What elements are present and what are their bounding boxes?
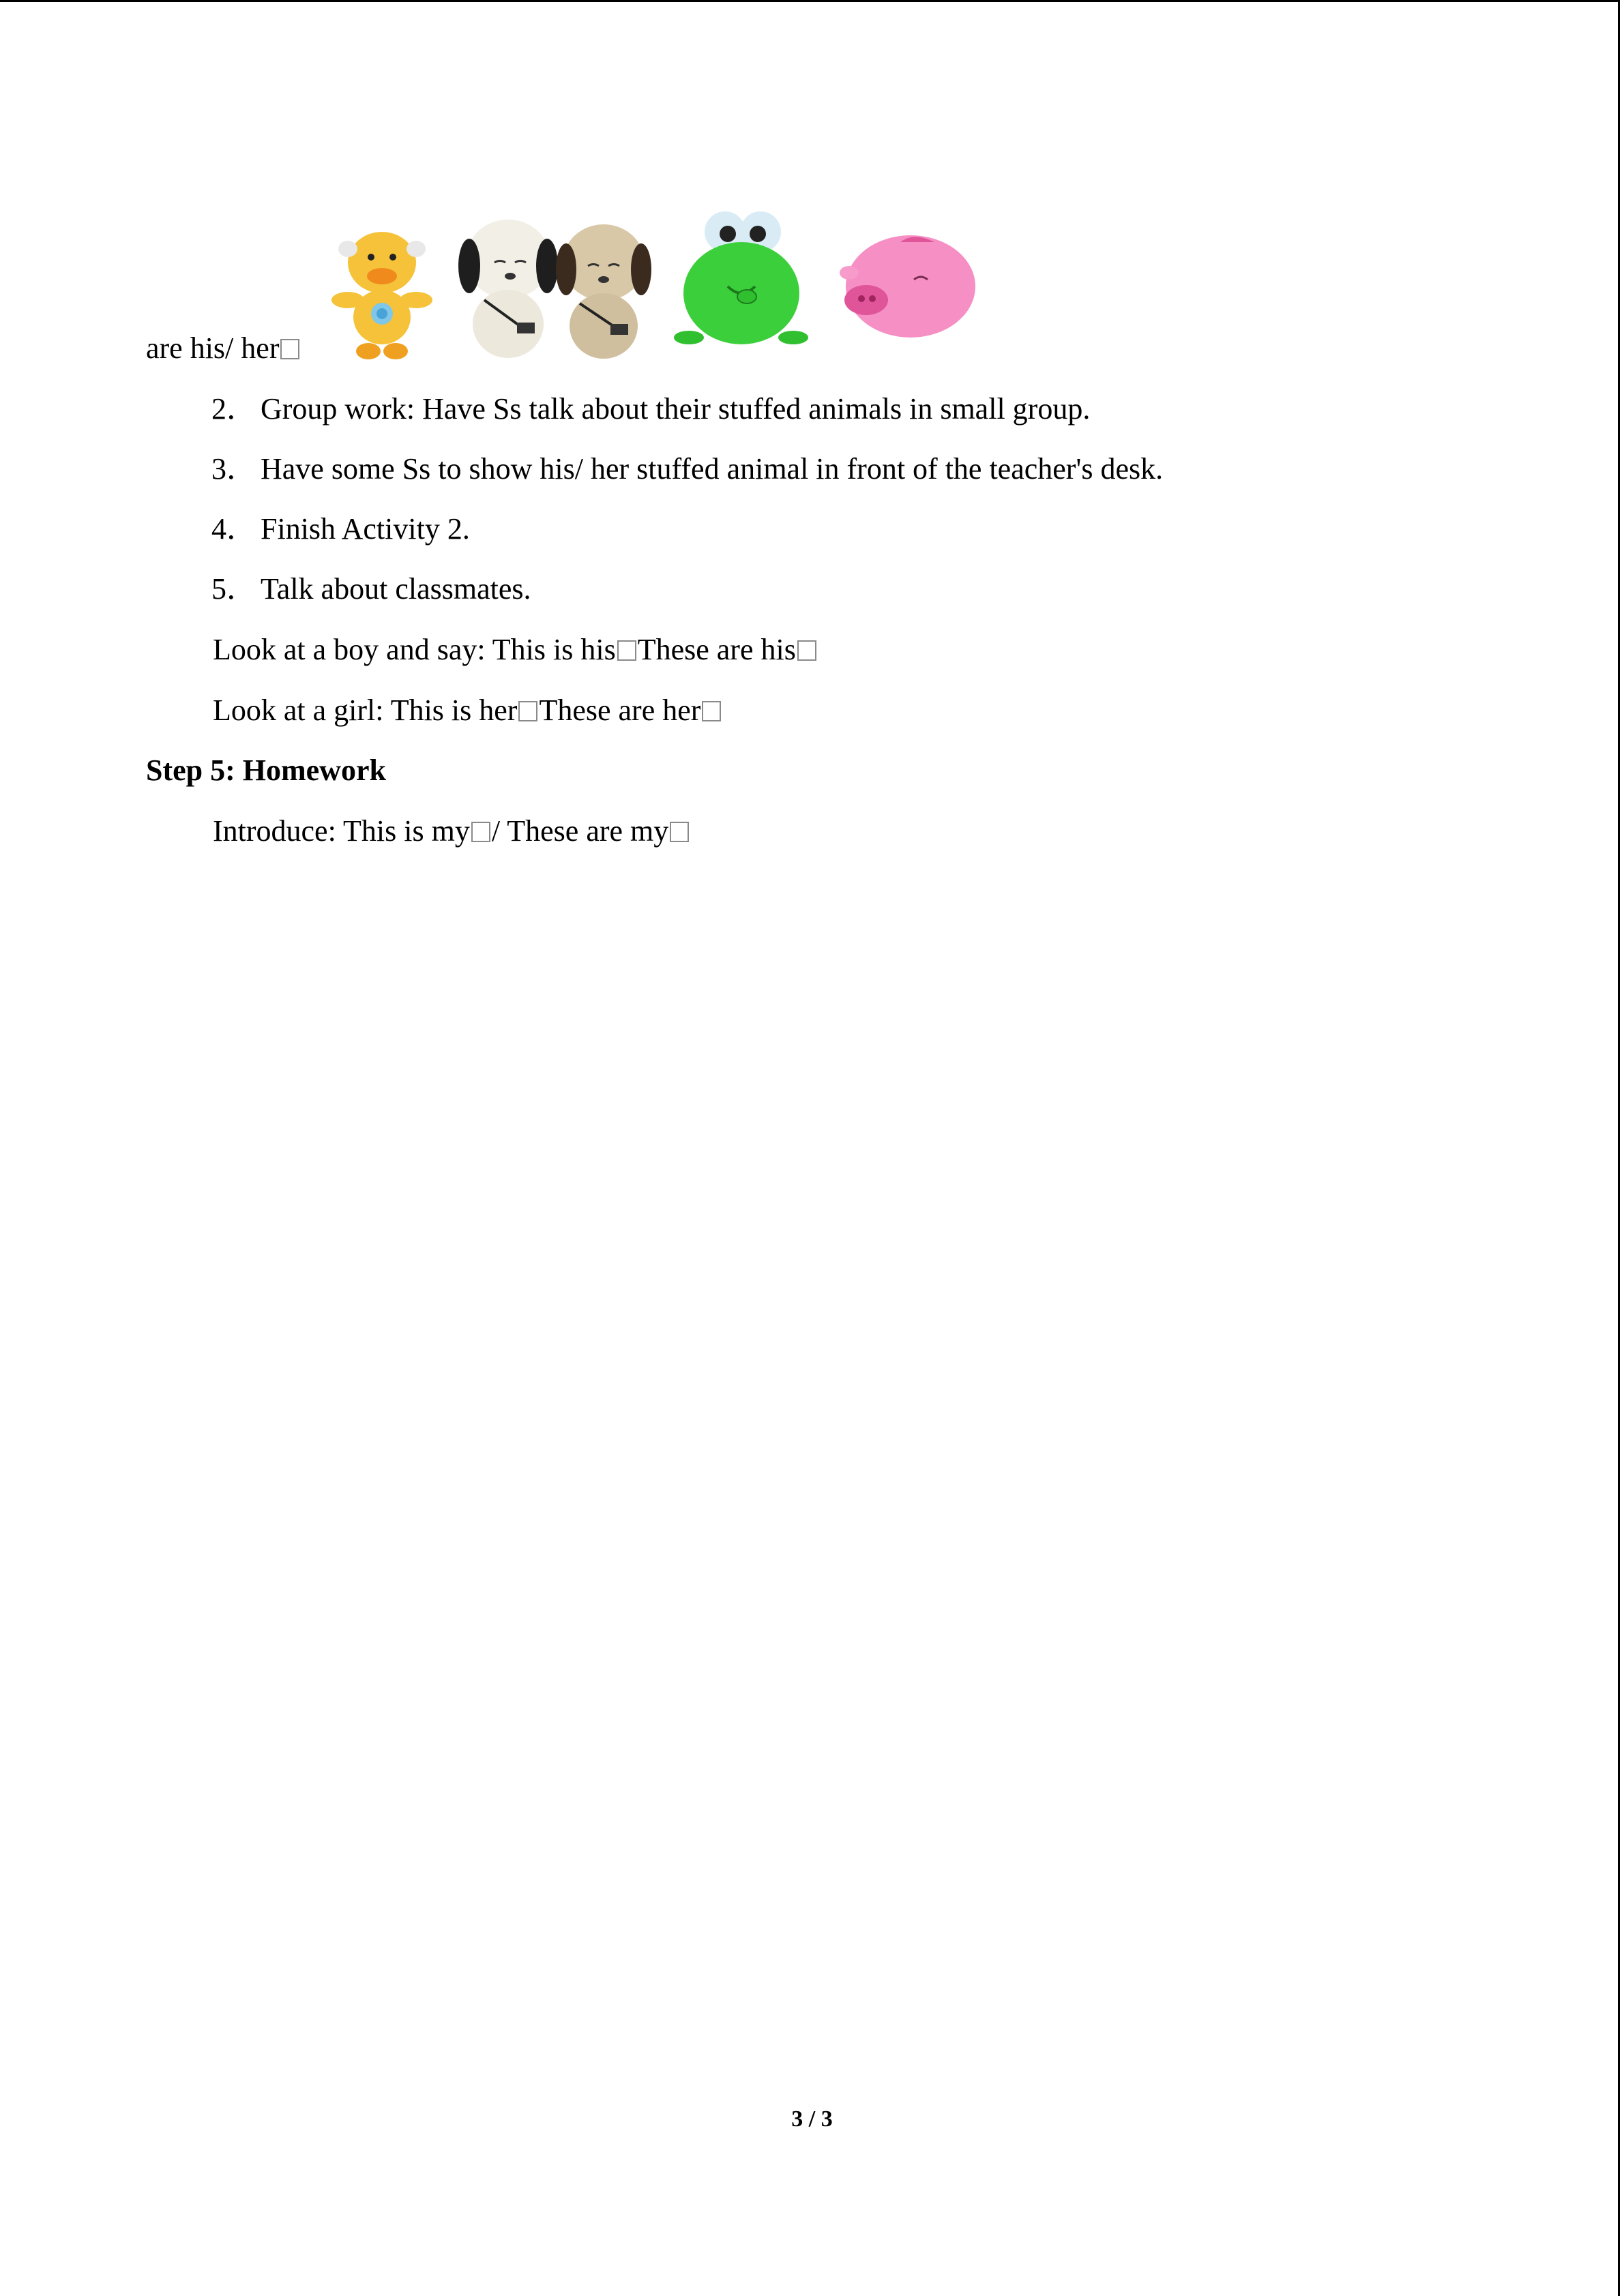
list-item-text: Talk about classmates.	[261, 572, 531, 606]
boy-sentence-line	[213, 632, 818, 668]
list-item-number: 2．	[211, 392, 256, 426]
boy-sentence-part1: Look at a boy and say: This is his	[213, 633, 616, 666]
tan-puppy-toy-image	[552, 211, 655, 361]
partial-line-are-his-her	[146, 331, 301, 366]
white-puppy-toy-image	[457, 208, 559, 361]
pink-pig-toy-image	[836, 225, 979, 344]
missing-glyph-box	[280, 339, 299, 359]
step-5-homework-heading: Step 5: Homework	[146, 754, 386, 787]
homework-sentence-part1: Introduce: This is my	[213, 814, 470, 848]
partial-line-text: are his/ her	[146, 331, 280, 365]
list-item-4	[211, 511, 470, 547]
missing-glyph-box	[797, 640, 816, 661]
list-item-number: 5．	[211, 572, 256, 606]
green-frog-toy-image	[672, 208, 808, 355]
girl-sentence-part2: These are her	[539, 694, 701, 727]
list-item-5	[211, 571, 531, 607]
yellow-duck-toy-image	[327, 222, 437, 361]
missing-glyph-box	[617, 640, 636, 661]
homework-sentence-part2: / These are my	[491, 814, 669, 848]
list-item-text: Have some Ss to show his/ her stuffed animal in front of the teacher's desk.	[261, 452, 1164, 486]
boy-sentence-part2: These are his	[637, 633, 796, 666]
missing-glyph-box	[471, 822, 490, 842]
missing-glyph-box	[702, 701, 721, 721]
list-item-text: Finish Activity 2.	[261, 512, 470, 546]
list-item-2	[211, 391, 1090, 427]
girl-sentence-line	[213, 693, 722, 728]
list-item-number: 3．	[211, 452, 256, 486]
list-item-number: 4．	[211, 512, 256, 546]
list-item-3	[211, 451, 1163, 487]
girl-sentence-part1: Look at a girl: This is her	[213, 694, 518, 727]
page-number-footer: 3 / 3	[791, 2106, 833, 2132]
missing-glyph-box	[518, 701, 537, 721]
missing-glyph-box	[670, 822, 689, 842]
homework-sentence-line	[213, 814, 690, 849]
list-item-text: Group work: Have Ss talk about their stuffed animals in small group.	[261, 392, 1091, 426]
